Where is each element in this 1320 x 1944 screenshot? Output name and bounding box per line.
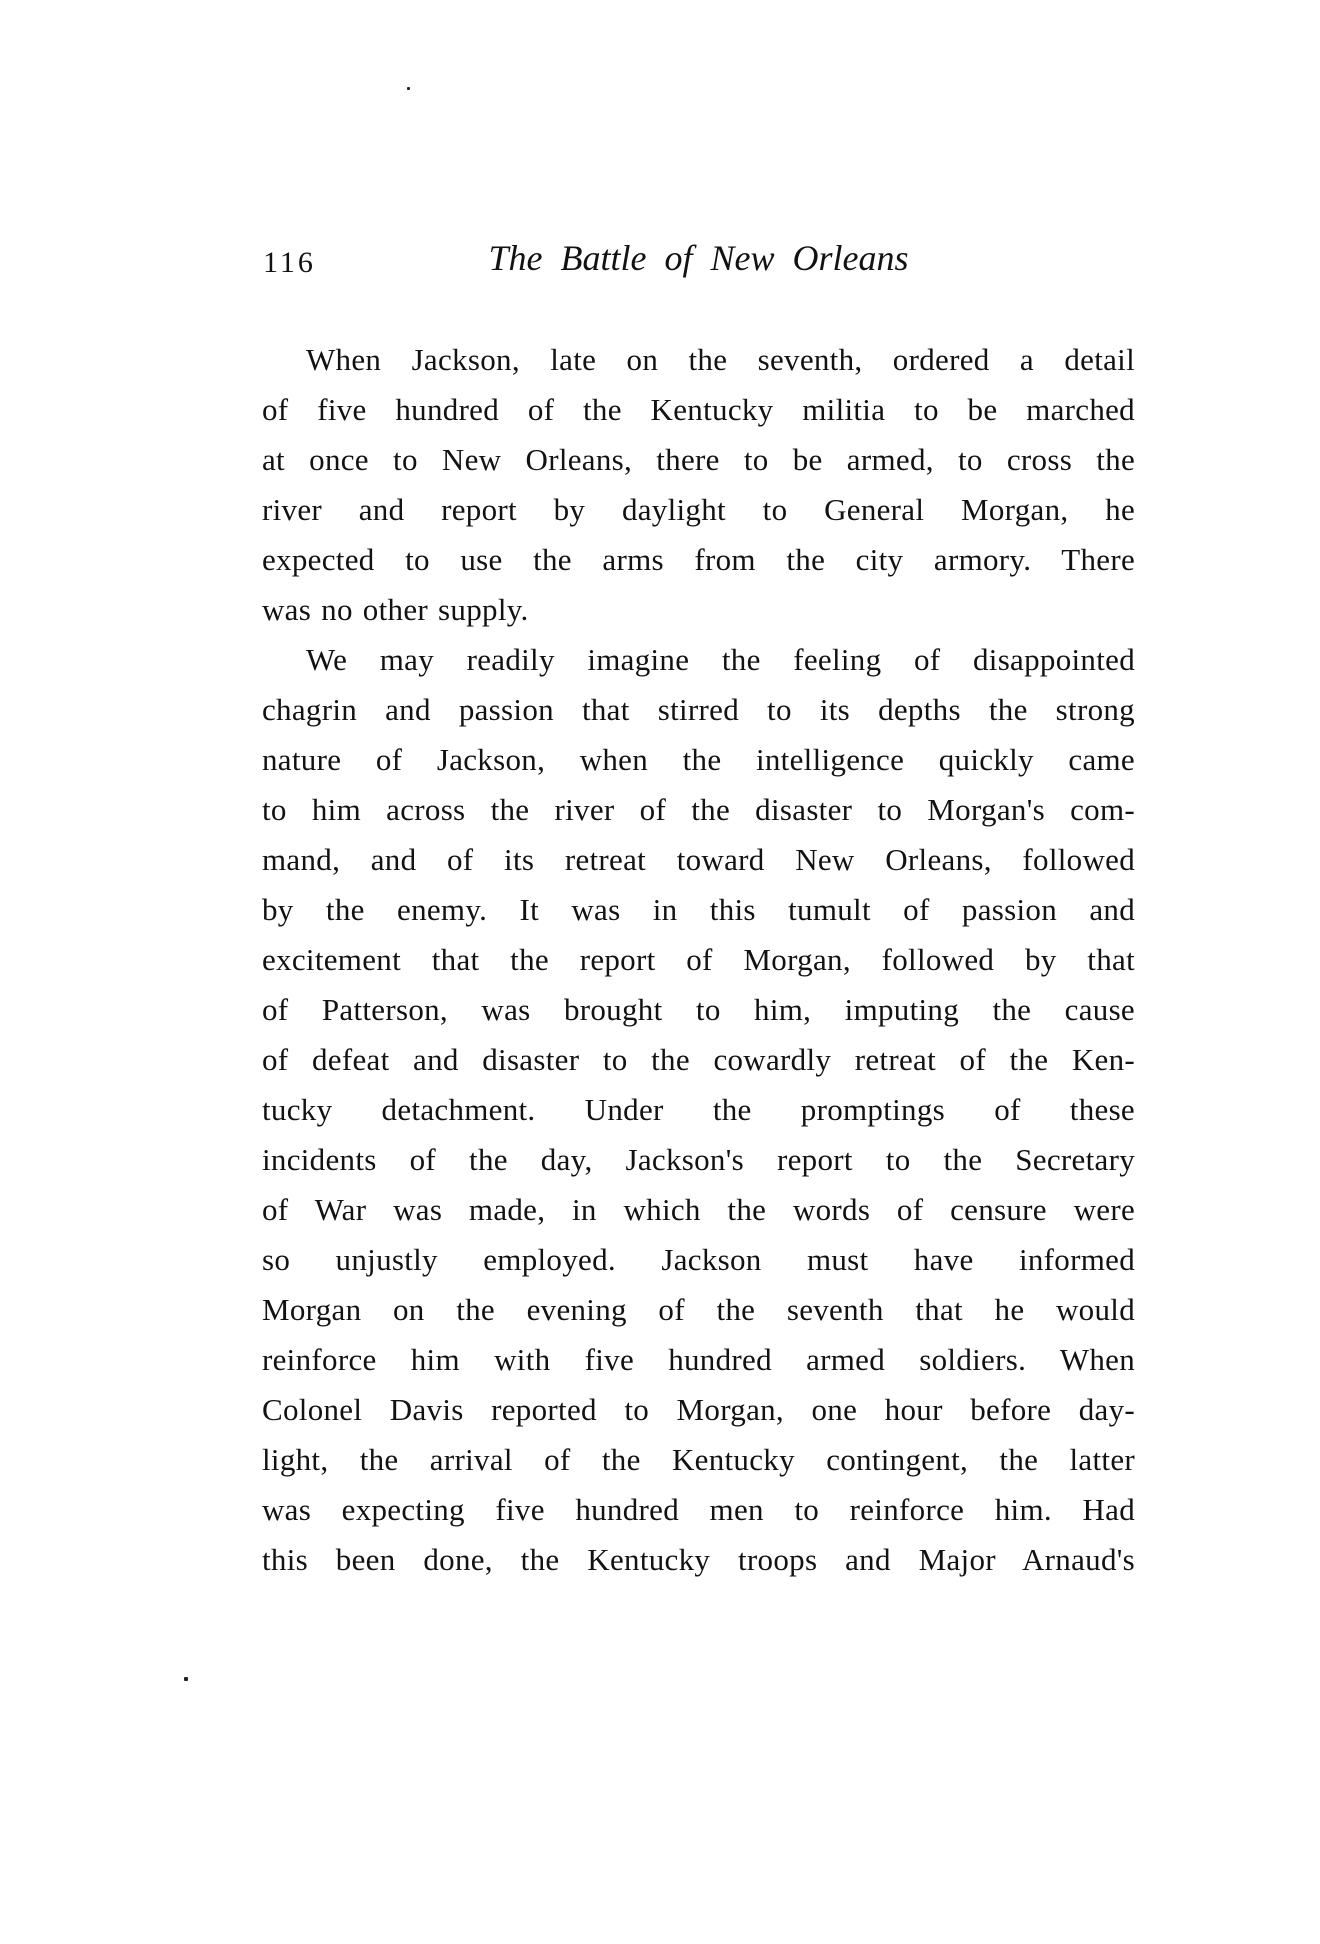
page-number: 116 — [263, 246, 316, 279]
text-line: incidents of the day, Jackson's report to the Secretary — [262, 1142, 1135, 1177]
text-line: was no other supply. — [262, 592, 529, 627]
running-title: The Battle of New Orleans — [488, 238, 909, 278]
text-line: We may readily imagine the feeling of disappointed — [306, 642, 1135, 677]
text-line: nature of Jackson, when the intelligence quickly came — [262, 742, 1135, 777]
text-line: so unjustly employed. Jackson must have informed — [262, 1242, 1135, 1277]
text-line: chagrin and passion that stirred to its depths the strong — [262, 692, 1135, 727]
text-line: tucky detachment. Under the promptings of these — [262, 1092, 1135, 1127]
text-line: at once to New Orleans, there to be armed, to cross the — [262, 442, 1135, 477]
text-line: reinforce him with five hundred armed soldiers. When — [262, 1342, 1135, 1377]
text-line: When Jackson, late on the seventh, ordered a detail — [306, 342, 1135, 377]
text-line: light, the arrival of the Kentucky contingent, the latter — [262, 1442, 1135, 1477]
text-line: of five hundred of the Kentucky militia to be marched — [262, 392, 1135, 427]
text-line: to him across the river of the disaster to Morgan's com- — [262, 792, 1135, 827]
ink-speck — [184, 1677, 188, 1681]
text-line: of defeat and disaster to the cowardly retreat of the Ken- — [262, 1042, 1135, 1077]
text-line: of Patterson, was brought to him, imputing the cause — [262, 992, 1135, 1027]
text-line: mand, and of its retreat toward New Orleans, followed — [262, 842, 1135, 877]
text-line: was expecting five hundred men to reinforce him. Had — [262, 1492, 1135, 1527]
text-line: by the enemy. It was in this tumult of passion and — [262, 892, 1135, 927]
body-text — [262, 335, 1135, 1585]
text-line: river and report by daylight to General Morgan, he — [262, 492, 1135, 527]
ink-speck — [407, 87, 410, 90]
text-line: this been done, the Kentucky troops and Major Arnaud's — [262, 1542, 1135, 1577]
text-line: Morgan on the evening of the seventh that he would — [262, 1292, 1135, 1327]
text-line: of War was made, in which the words of censure were — [262, 1192, 1135, 1227]
text-line: Colonel Davis reported to Morgan, one hour before day- — [262, 1392, 1135, 1427]
text-line: excitement that the report of Morgan, followed by that — [262, 942, 1135, 977]
text-line: expected to use the arms from the city armory. There — [262, 542, 1135, 577]
